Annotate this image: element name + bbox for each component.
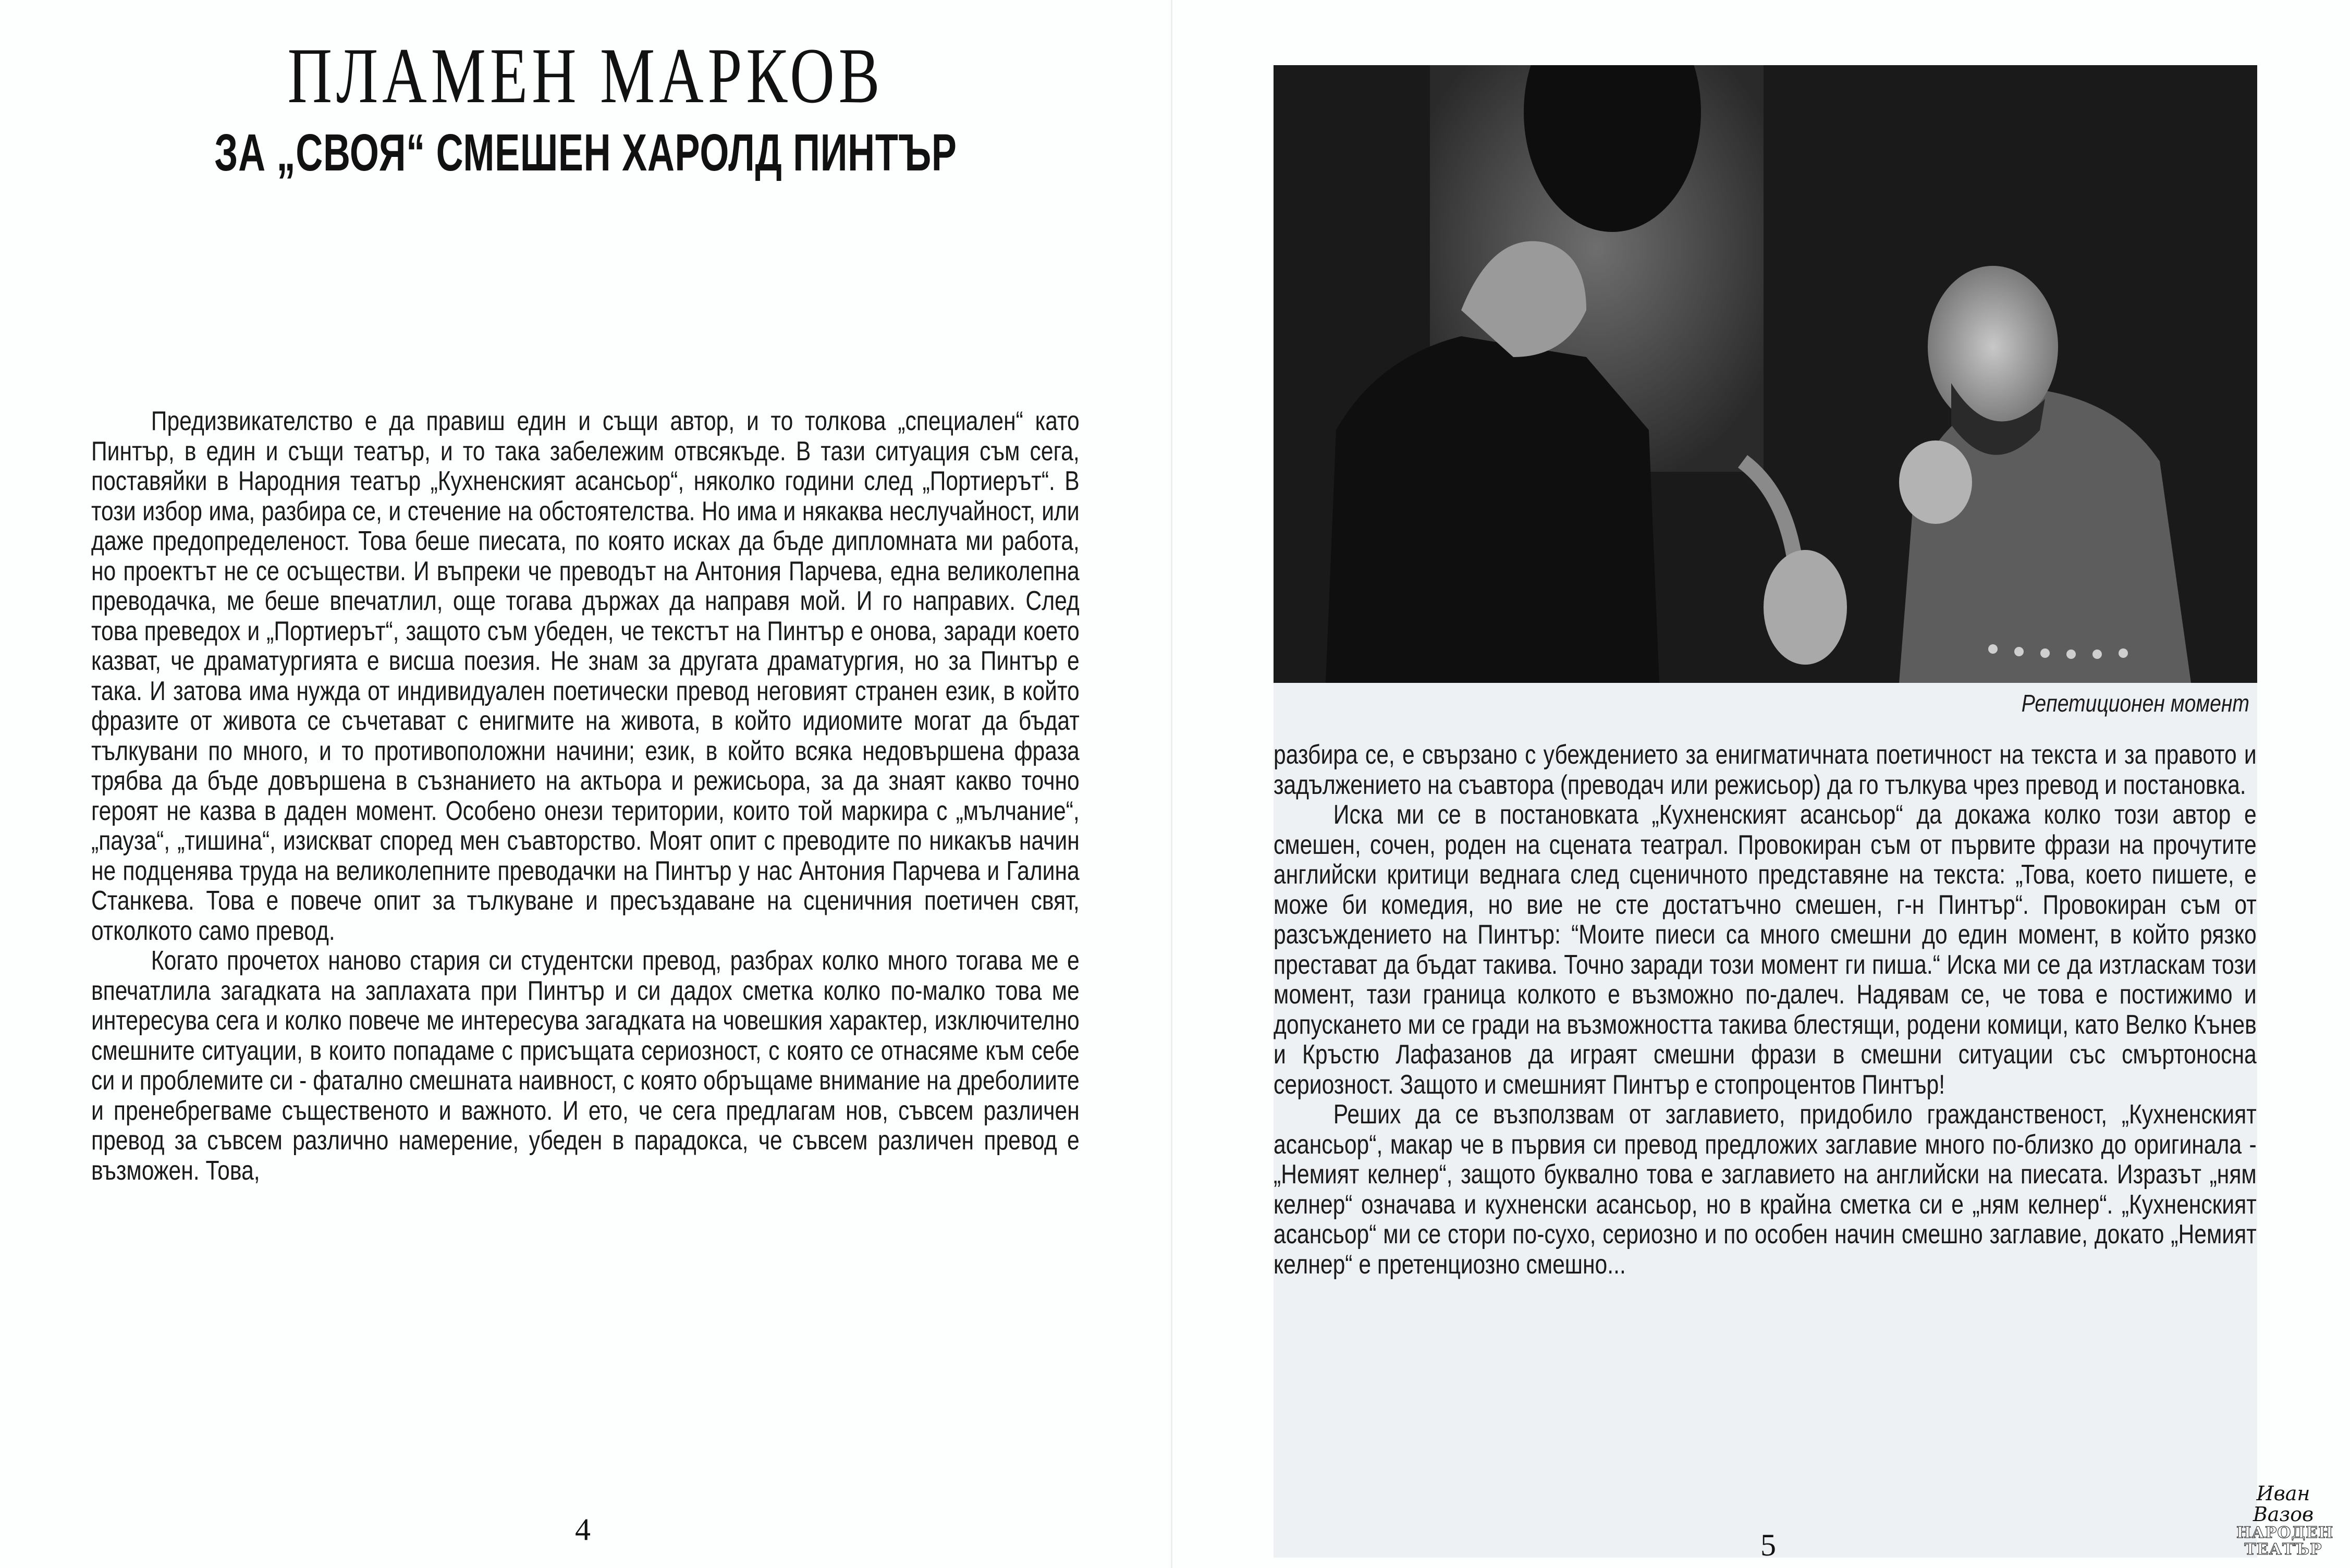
- paragraph: разбира се, е свързано с убеждението за енигматичната поетичност на текста и за правото и задължението на съавтора (преводач или режисьор) да го тълкува чрез превод и постановка.: [1274, 740, 2257, 800]
- left-body-text: [91, 407, 1079, 1186]
- book-spine-divider: [1171, 0, 1172, 1568]
- rehearsal-photo-image: [1274, 65, 2257, 683]
- logo-line-2: ТЕАТЪР: [2244, 1540, 2322, 1559]
- left-page: [0, 0, 1171, 1568]
- photo-caption: Репетиционен момент: [2021, 690, 2249, 717]
- page-number: 5: [1760, 1528, 1776, 1562]
- article-subtitle: ЗА „СВОЯ“ СМЕШЕН ХАРОЛД ПИНТЪР: [214, 124, 957, 182]
- rehearsal-photo: [1274, 65, 2257, 683]
- page-number: 4: [575, 1512, 591, 1547]
- national-theatre-logo: [2236, 1482, 2334, 1559]
- right-body-text: [1274, 740, 2256, 1280]
- paragraph: Реших да се възползвам от заглавието, придобило гражданственост, „Кухненският асансьор“, макар че в първия си превод предложих заглавие много по-близко до оригинала - „Немият келнер“, защото буквално това е заглавието на английски на пиесата. Изразът „ням келнер“ означава и кухненски асансьор, но в крайна сметка си е „ням келнер“. „Кухненският асансьор“ ми се стори по-сухо, сериозно и по особен начин смешно заглавие, докато „Немият келнер“ е претенциозно смешно...: [1274, 1099, 2257, 1280]
- logo-script-signature: Иван Вазов: [2253, 1482, 2314, 1526]
- logo-line-1: НАРОДЕН: [2236, 1524, 2334, 1542]
- paragraph: Когато прочетох наново стария си студентски превод, разбрах колко много тогава ме е впечатлила загадката на заплахата при Пинтър и си дадох сметка колко по-малко това ме интересува сега и колко повече ме интересува загадката на човешкия характер, изключително смешните ситуации, в които попадаме с присъщата сериозност, с която се отнасяме към себе си и проблемите си - фатално смешната наивност, с която обръщаме внимание на дреболиите и пренебрегваме същественото и важното. И ето, че сега предлагам нов, съвсем различен превод за съвсем различно намерение, убеден в парадокса, че съвсем различен превод е възможен. Това,: [91, 946, 1080, 1186]
- article-author-title: ПЛАМЕН МАРКОВ: [287, 32, 884, 119]
- paragraph: Предизвикателство е да правиш един и същи автор, и то толкова „специален“ като Пинтър, в един и същи театър, и то така забележим отвсякъде. В тази ситуация съм сега, поставяйки в Народния театър „Кухненският асансьор“, няколко години след „Портиерът“. В този избор има, разбира се, и стечение на обстоятелства. Но има и някаква неслучайност, или даже предопределеност. Това беше пиесата, по която исках да бъде дипломната ми работа, но проектът не се осъществи. И въпреки че преводът на Антония Парчева, една великолепна преводачка, ме беше впечатлил, още тогава държах да направя мой. И го направих. След това преведох и „Портиерът“, защото съм убеден, че текстът на Пинтър е онова, заради което казват, че драматургията е висша поезия. Не знам за другата драматургия, но за Пинтър е така. И затова има нужда от индивидуален поетически превод неговият странен език, в който фразите от живота се съчетават с енигмите на живота, в който идиомите могат да бъдат тълкувани по много, и то противоположни начини; език, в който всяка недовършена фраза трябва да бъде довършена в съзнанието на актьора и режисьора, за да знаят какво точно героят не казва в даден момент. Особено онези територии, които той маркира с „мълчание“, „пауза“, „тишина“, изискват според мен съавторство. Моят опит с преводите по никакъв начин не подценява труда на великолепните преводачки на Пинтър у нас Антония Парчева и Галина Станкева. Това е повече опит за тълкуване и пресъздаване на сценичния поетичен свят, отколкото само превод.: [91, 406, 1080, 946]
- paragraph: Иска ми се в постановката „Кухненският асансьор“ да докажа колко този автор е смешен, сочен, роден на сцената театрал. Провокиран съм от първите фрази на прочутите английски критици веднага след сценичното представяне на текста: „Това, което пишете, е може би комедия, но вие не сте достатъчно смешен, г-н Пинтър“. Провокиран съм от разсъждението на Пинтър: “Моите пиеси са много смешни до един момент, в който рязко престават да бъдат такива. Точно заради този момент ги пиша.“ Иска ми се да изтласкам този момент, тази граница колкото е възможно по-далеч. Надявам се, че това е постижимо и допускането ми се гради на възможността такива блестящи, родени комици, като Велко Кънев и Кръстю Лафазанов да играят смешни фрази в смешни ситуации със смъртоносна сериозност. Защото и смешният Пинтър е стопроцентов Пинтър!: [1274, 800, 2257, 1100]
